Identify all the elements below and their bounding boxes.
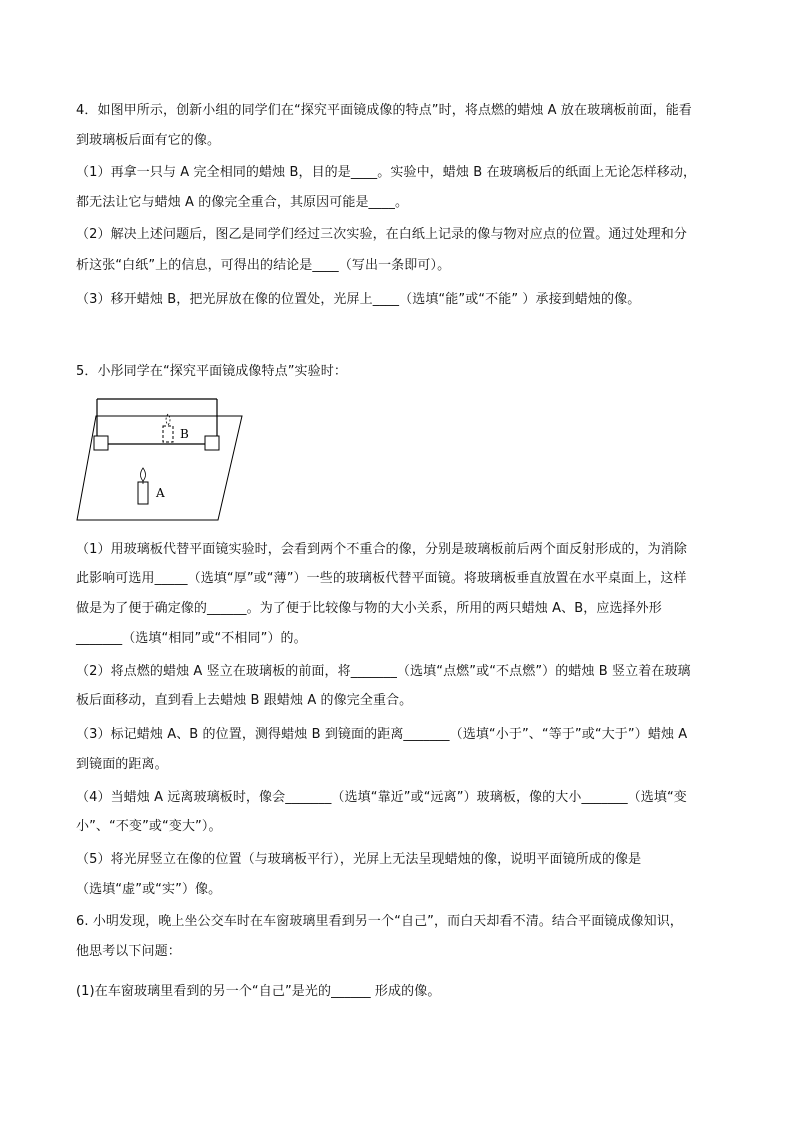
q4-part1-line-2: 都无法让它与蜡烛 A 的像完全重合，其原因可能是____。 (76, 195, 409, 210)
q4-part2-line-2: 析这张“白纸”上的信息，可得出的结论是____（写出一条即可）。 (76, 258, 451, 273)
q4-part2-line-1: （2）解决上述问题后，图乙是同学们经过三次实验，在白纸上记录的像与物对应点的位置。通过处理和分 (76, 227, 687, 242)
q5-part4-line-2: 小”、“不变”或“变大”）。 (76, 819, 222, 834)
q5-part1-line-3: 做是为了便于确定像的______。为了便于比较像与物的大小关系，所用的两只蜡烛 A、B，应选择外形 (76, 601, 662, 616)
candle-b-label: B (180, 427, 189, 441)
q4-stem-line-2: 到玻璃板后面有它的像。 (76, 133, 221, 148)
q4-part1-line-1: （1）再拿一只与 A 完全相同的蜡烛 B，目的是____。实验中，蜡烛 B 在玻璃板后的纸面上无论怎样移动， (76, 165, 697, 180)
q5-part1-line-4: _______（选填“相同”或“不相同”）的。 (76, 631, 307, 646)
q4-stem-line-1: 4．如图甲所示，创新小组的同学们在“探究平面镜成像的特点”时，将点燃的蜡烛 A 放在玻璃板前面，能看 (76, 103, 692, 118)
q4-part3-line-1: （3）移开蜡烛 B，把光屏放在像的位置处，光屏上____（选填“能”或“不能” ）承接到蜡烛的像。 (76, 292, 641, 307)
q5-stem: 5．小彤同学在“探究平面镜成像特点”实验时： (76, 364, 347, 379)
q5-part2-line-1: （2）将点燃的蜡烛 A 竖立在玻璃板的前面，将_______（选填“点燃”或“不点燃”）的蜡烛 B 竖立着在玻璃 (76, 664, 691, 679)
q5-part1-line-1: （1）用玻璃板代替平面镜实验时，会看到两个不重合的像，分别是玻璃板前后两个面反射形成的，为消除 (76, 542, 687, 557)
q5-part5-line-2: （选填“虚”或“实”）像。 (76, 882, 222, 897)
candle-a-label: A (156, 486, 165, 500)
glass-plate-candle-figure (76, 392, 246, 522)
q5-part3-line-1: （3）标记蜡烛 A、B 的位置，测得蜡烛 B 到镜面的距离_______（选填“小于”、“等于”或“大于”）蜡烛 A (76, 727, 688, 742)
q5-part2-line-2: 板后面移动，直到看上去蜡烛 B 跟蜡烛 A 的像完全重合。 (76, 693, 413, 708)
q6-part1-line-1: (1)在车窗玻璃里看到的另一个“自己”是光的______ 形成的像。 (76, 984, 441, 999)
q5-part5-line-1: （5）将光屏竖立在像的位置（与玻璃板平行），光屏上无法呈现蜡烛的像，说明平面镜所成的像是 (76, 852, 642, 867)
q6-stem-line-1: 6. 小明发现，晚上坐公交车时在车窗玻璃里看到另一个“自己”，而白天却看不清。结合平面镜成像知识， (76, 914, 683, 929)
q5-part3-line-2: 到镜面的距离。 (76, 757, 168, 772)
q5-part4-line-1: （4）当蜡烛 A 远离玻璃板时，像会_______（选填“靠近”或“远离”）玻璃板，像的大小_______（选填“变 (76, 790, 687, 805)
q6-stem-line-2: 他思考以下问题： (76, 944, 181, 959)
q5-part1-line-2: 此影响可选用_____（选填“厚”或“薄”）一些的玻璃板代替平面镜。将玻璃板垂直放置在水平桌面上，这样 (76, 571, 687, 586)
